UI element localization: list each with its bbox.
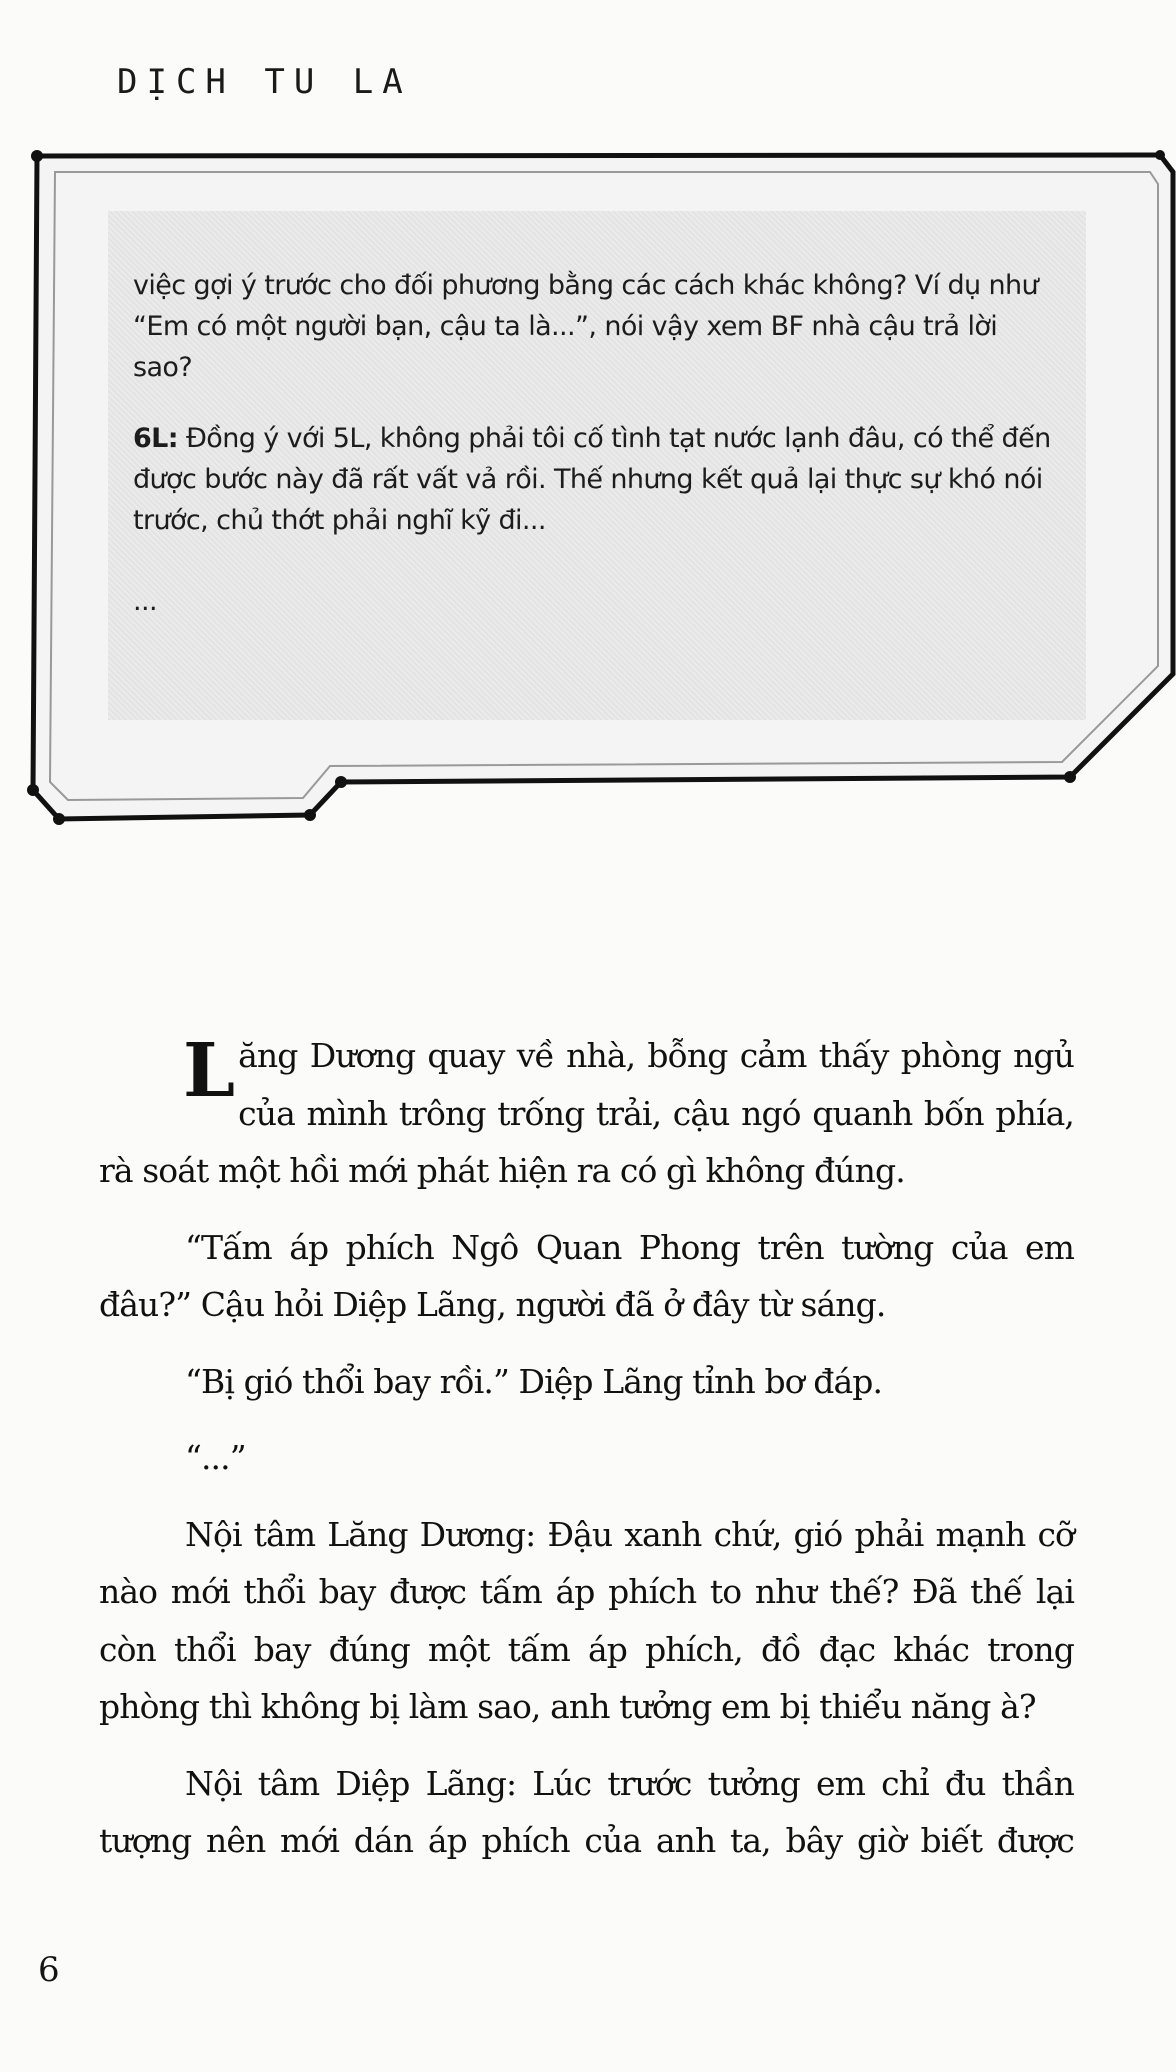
body-paragraph [99, 1027, 1074, 1200]
chat-text: Đồng ý với 5L, không phải tôi cố tình tạt nước lạnh đâu, có thể đến được bước này đã rất vất vả rồi. Thế nhưng kết quả lại thực sự khó nói trước, chủ thớt phải nghĩ kỹ đi... [133, 423, 1051, 536]
chat-paragraph [133, 418, 1063, 541]
running-header: DỊCH TU LA [117, 62, 412, 102]
page-number: 6 [38, 1950, 60, 1990]
chat-paragraph [133, 581, 1063, 622]
chat-text: ... [133, 586, 157, 617]
body-paragraph: “Tấm áp phích Ngô Quan Phong trên tường của em đâu?” Cậu hỏi Diệp Lãng, người đã ở đây từ sáng. [99, 1227, 1074, 1324]
body-text: ăng Dương quay về nhà, bỗng cảm thấy phòng ngủ của mình trông trống trải, cậu ngó quanh bốn phía, rà soát một hồi mới phát hiện ra có gì không đúng. [99, 1036, 1074, 1190]
body-paragraph: Nội tâm Diệp Lãng: Lúc trước tưởng em chỉ đu thần tượng nên mới dán áp phích của anh ta, bây giờ biết được [99, 1763, 1074, 1860]
chat-text: việc gợi ý trước cho đối phương bằng các cách khác không? Ví dụ như “Em có một người bạn, cậu ta là...”, nói vậy xem BF nhà cậu trả lời sao? [133, 270, 1039, 383]
chat-paragraph [133, 265, 1063, 388]
drop-cap: L [183, 1028, 235, 1114]
body-paragraph: Nội tâm Lăng Dương: Đậu xanh chứ, gió phải mạnh cỡ nào mới thổi bay được tấm áp phích to như thế? Đã thế lại còn thổi bay đúng một tấm áp phích, đồ đạc khác trong phòng thì không bị làm sao, anh tưởng em bị thiểu năng à? [99, 1514, 1074, 1726]
forum-post-excerpt [133, 265, 1063, 652]
body-paragraph: “...” [185, 1438, 246, 1477]
story-body [99, 1027, 1074, 1889]
speaker-label: 6L: [133, 423, 178, 454]
body-paragraph: “Bị gió thổi bay rồi.” Diệp Lãng tỉnh bơ đáp. [185, 1361, 883, 1401]
